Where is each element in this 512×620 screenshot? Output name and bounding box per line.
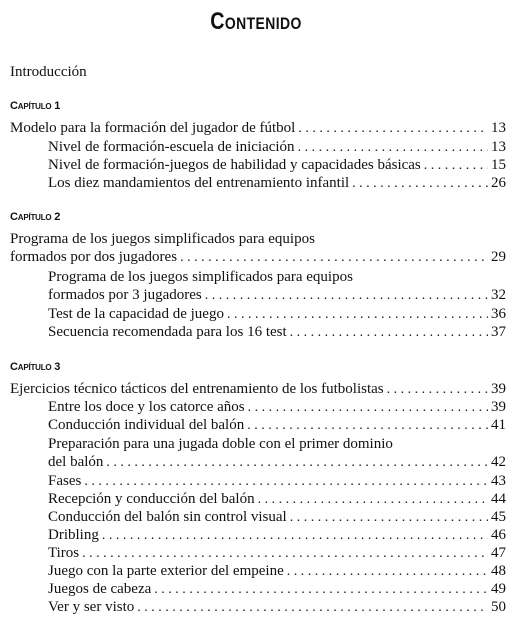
toc-entry-text: formados por 3 jugadores <box>48 287 202 303</box>
dot-leader <box>247 417 488 435</box>
toc-entry-text-line1: Preparación para una jugada doble con el primer dominio <box>48 436 393 452</box>
toc-entry-page: 32 <box>491 287 506 303</box>
toc-entry-page: 41 <box>491 417 506 433</box>
toc-entry-text: Conducción individual del balón <box>48 417 245 433</box>
toc-entry <box>48 268 506 305</box>
dot-leader <box>298 139 488 157</box>
toc-entry <box>10 230 506 267</box>
toc-entry-page: 47 <box>491 545 506 561</box>
toc-entry-page: 46 <box>491 527 506 543</box>
toc-entry <box>48 435 506 472</box>
toc-entry <box>48 156 506 175</box>
toc-entry-text: Recepción y conducción del balón <box>48 491 255 507</box>
toc-entry-text: Nivel de formación-escuela de iniciación <box>48 139 295 155</box>
toc-entry-page: 42 <box>491 454 506 470</box>
dot-leader <box>258 491 488 509</box>
toc-entry-text: Modelo para la formación del jugador de fútbol <box>10 120 296 136</box>
dot-leader <box>287 563 488 581</box>
toc-entry <box>10 119 506 138</box>
toc-entry-page: 15 <box>491 157 506 173</box>
toc-entry <box>48 508 506 527</box>
toc-entry <box>48 526 506 545</box>
dot-leader <box>387 381 488 399</box>
toc-entry-text: Los diez mandamientos del entrenamiento infantil <box>48 175 350 191</box>
toc-entry-text: Tiros <box>48 545 80 561</box>
toc-entry-page: 29 <box>491 249 506 265</box>
toc-entry <box>48 490 506 509</box>
dot-leader <box>102 527 488 545</box>
toc-entry-page: 49 <box>491 581 506 597</box>
dot-leader <box>106 454 488 472</box>
page-title: Contenido <box>210 8 302 35</box>
dot-leader <box>352 175 488 193</box>
toc-entry-text: Secuencia recomendada para los 16 test <box>48 324 287 340</box>
toc-entry-page: 43 <box>491 473 506 489</box>
chapter-2-label: Capítulo 2 <box>10 211 61 223</box>
toc-entry-text: del balón <box>48 454 104 470</box>
toc-entry <box>48 416 506 435</box>
chapter-1-label: Capítulo 1 <box>10 100 61 112</box>
dot-leader <box>137 599 488 617</box>
dot-leader <box>205 287 488 305</box>
toc-entry-text: Entre los doce y los catorce años <box>48 399 245 415</box>
toc-entry <box>48 138 506 157</box>
dot-leader <box>227 306 488 324</box>
toc-entry <box>48 398 506 417</box>
dot-leader <box>290 324 488 342</box>
toc-entry <box>48 174 506 193</box>
toc-entry <box>10 380 506 399</box>
toc-entry <box>48 598 506 617</box>
toc-entry-page: 39 <box>491 381 506 397</box>
intro-heading: Introducción <box>10 64 87 80</box>
toc-entry-text: Nivel de formación-juegos de habilidad y capacidades básicas <box>48 157 421 173</box>
toc-entry-page: 37 <box>491 324 506 340</box>
toc-entry <box>48 323 506 342</box>
toc-entry-text: Test de la capacidad de juego <box>48 306 224 322</box>
toc-entry-page: 50 <box>491 599 506 615</box>
toc-entry <box>48 580 506 599</box>
toc-entry <box>48 472 506 491</box>
dot-leader <box>248 399 488 417</box>
dot-leader <box>180 249 488 267</box>
toc-entry <box>48 562 506 581</box>
toc-entry-text: Fases <box>48 473 82 489</box>
toc-entry-text: Ejercicios técnico tácticos del entrenamiento de los futbolistas <box>10 381 384 397</box>
toc-entry <box>48 544 506 563</box>
toc-entry-page: 13 <box>491 139 506 155</box>
dot-leader <box>82 545 488 563</box>
toc-entry-page: 26 <box>491 175 506 191</box>
toc-entry-text: Ver y ser visto <box>48 599 135 615</box>
toc-entry-text: Juegos de cabeza <box>48 581 152 597</box>
toc-entry-text-line1: Programa de los juegos simplificados para equipos <box>10 231 315 247</box>
dot-leader <box>84 473 488 491</box>
toc-entry-page: 13 <box>491 120 506 136</box>
chapter-3-label: Capítulo 3 <box>10 361 61 373</box>
toc-entry-page: 45 <box>491 509 506 525</box>
dot-leader <box>154 581 488 599</box>
toc-entry-page: 39 <box>491 399 506 415</box>
toc-entry-text: formados por dos jugadores <box>10 249 178 265</box>
toc-entry <box>48 305 506 324</box>
dot-leader <box>290 509 488 527</box>
toc-entry-text-line1: Programa de los juegos simplificados para equipos <box>48 269 353 285</box>
toc-entry-page: 48 <box>491 563 506 579</box>
toc-entry-text: Dribling <box>48 527 99 543</box>
toc-entry-text: Conducción del balón sin control visual <box>48 509 287 525</box>
toc-entry-page: 44 <box>491 491 506 507</box>
dot-leader <box>424 157 488 175</box>
toc-entry-page: 36 <box>491 306 506 322</box>
toc-entry-text: Juego con la parte exterior del empeine <box>48 563 284 579</box>
dot-leader <box>298 120 488 138</box>
